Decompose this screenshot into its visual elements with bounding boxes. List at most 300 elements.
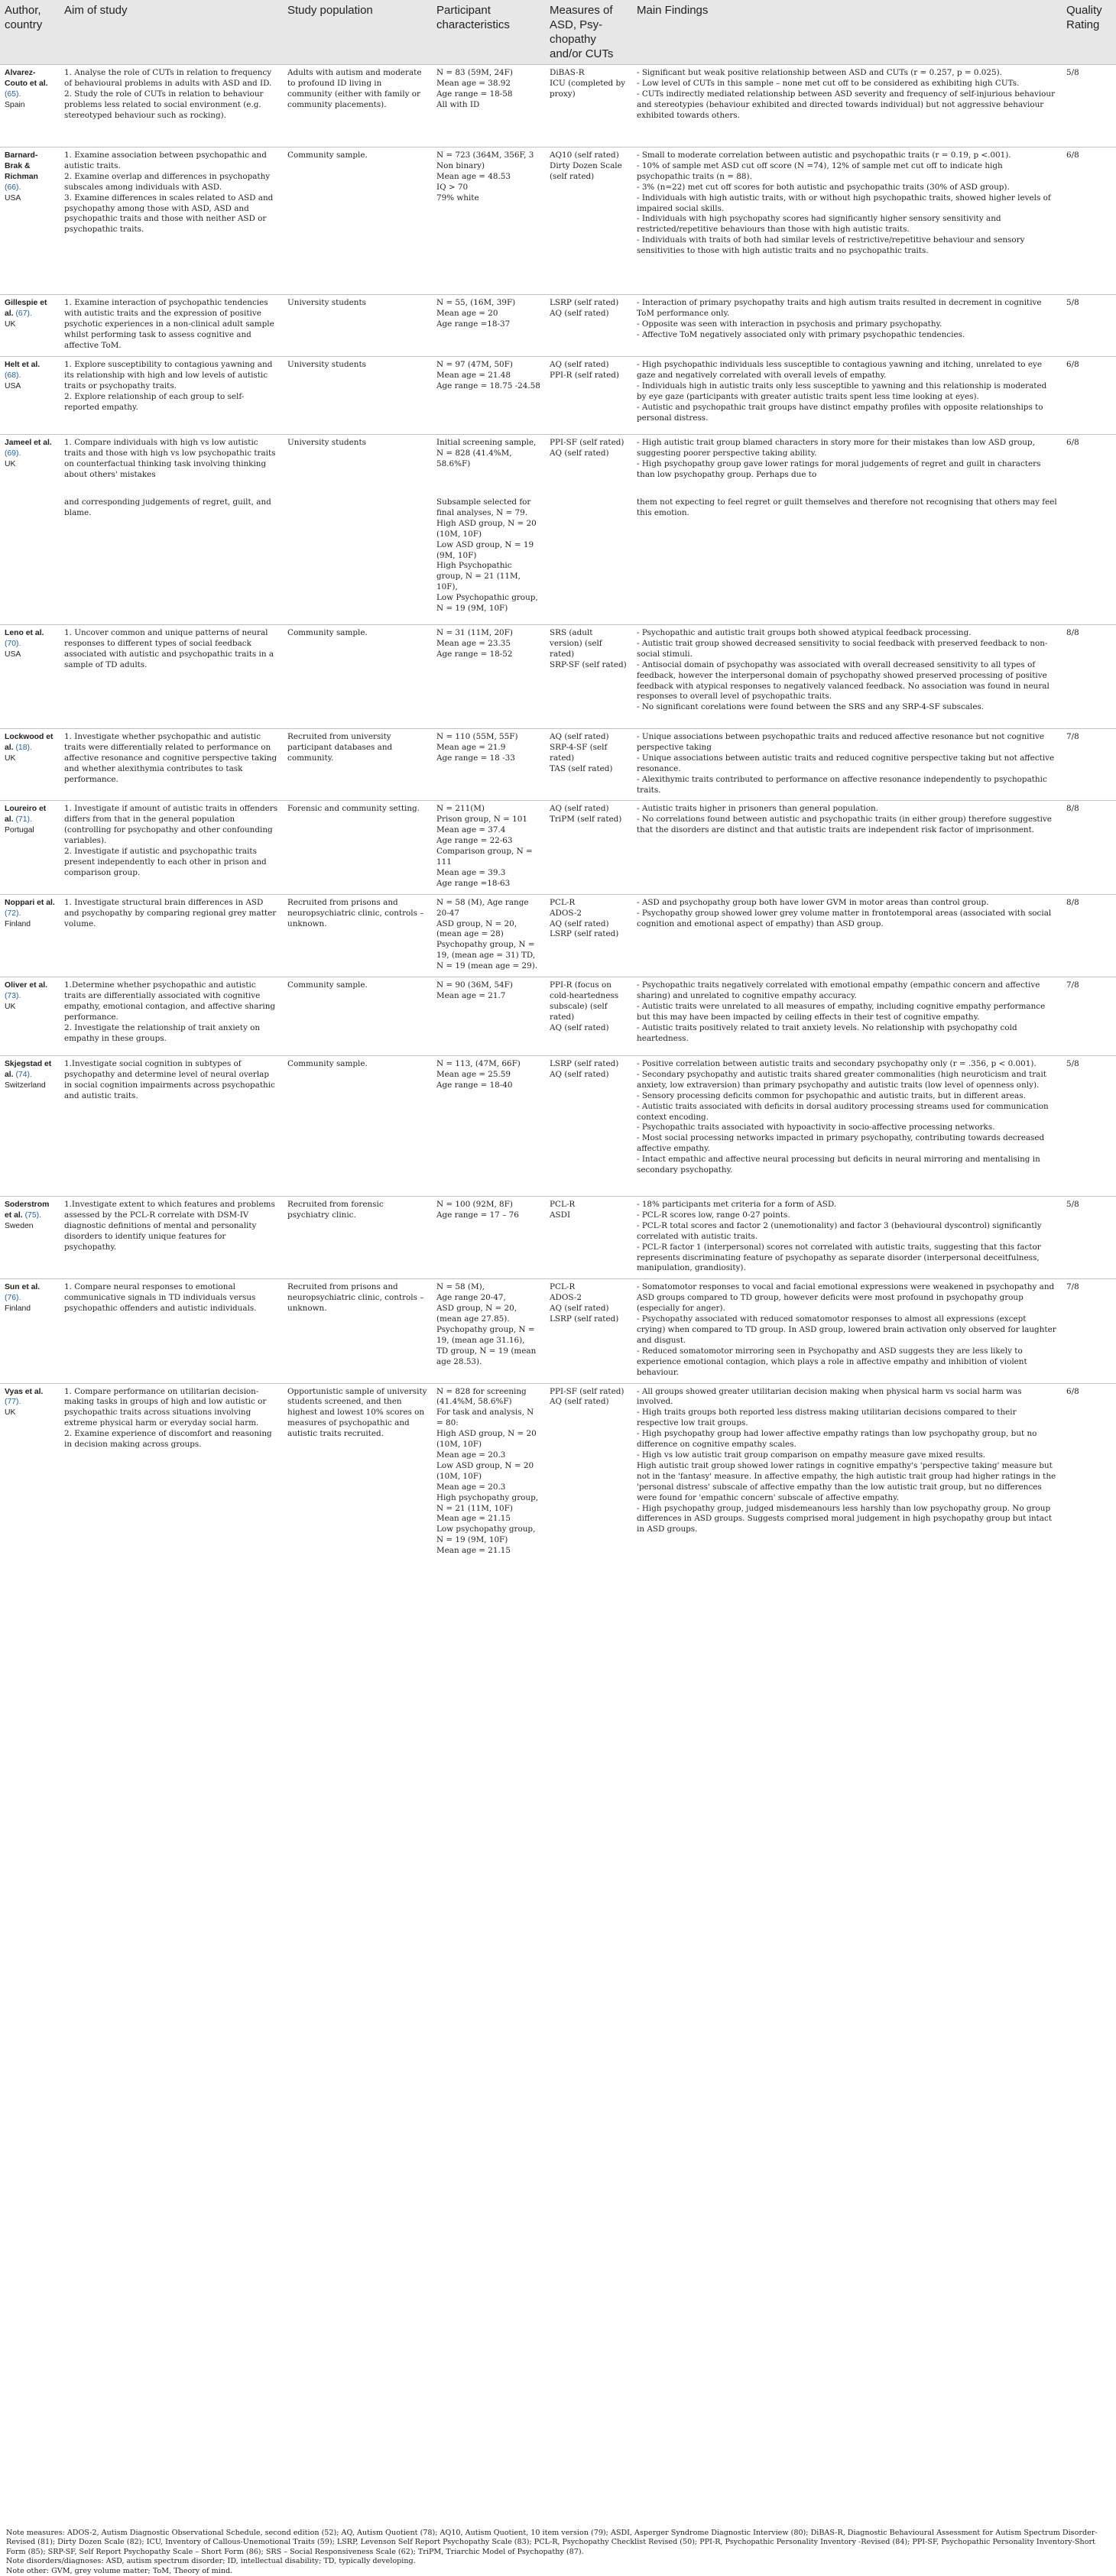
findings-line: - Small to moderate correlation between autistic and psychopathic traits (r = 0.19, p <.001). — [637, 151, 1011, 160]
findings-line: - No correlations found between autistic and psychopathic traits (in either group) therefore suggestive that the disorders are distinct and that autistic traits are independent risk factor of imprisonment. — [637, 815, 1052, 835]
participants-line: ASD group, N = 20, (mean age = 28) — [436, 919, 517, 939]
participants-line: 79% white — [436, 193, 479, 203]
aim-line: 1.Investigate social cognition in subtypes of psychopathy and determine level of neural overlap in social cognition impairments across psychopathic and autistic traits. — [64, 1059, 275, 1100]
aim-cell — [60, 1056, 283, 1197]
findings-line: - PCL-R scores low, range 0-27 points. — [637, 1210, 790, 1220]
participants-cell — [432, 1197, 545, 1279]
findings-cell — [632, 894, 1062, 977]
findings-line: - Autistic traits associated with deficits in dorsal auditory processing streams used for communication context encoding. — [637, 1101, 1049, 1122]
aim-line: 2. Investigate the relationship of trait anxiety on empathy in these groups. — [64, 1022, 261, 1043]
findings-line: - High traits groups both reported less distress making utilitarian decisions compared to their respective low trait groups. — [637, 1408, 1017, 1428]
participants-line: Psychopathy group, N = 19, (mean age = 31) TD, N = 19 (mean age = 29). — [436, 940, 538, 971]
findings-line: - High autistic trait group blamed characters in story more for their mistakes than low ASD group, suggesting poorer perspective taking ability. — [637, 438, 1035, 458]
measures-cell — [545, 1383, 632, 1561]
participants-line: Mean age = 39.3 — [436, 867, 506, 877]
measures-cell — [545, 625, 632, 729]
measures-line: AQ (self rated) — [550, 1304, 609, 1314]
participants-line: N = 97 (47M, 50F) — [436, 360, 513, 369]
measures-line: LSRP (self rated) — [550, 1314, 619, 1324]
aim-line: 1. Investigate whether psychopathic and autistic traits were differentially related to performance on affective resonance and cognitive perspective taking and whether alexithymia contributes to task performance. — [64, 732, 277, 784]
participants-line: N = 100 (92M, 8F) — [436, 1200, 513, 1210]
table-row — [0, 977, 1116, 1056]
measures-line: AQ (self rated) — [550, 448, 609, 458]
author-name: Sun et al. — [5, 1283, 41, 1292]
participants-line: High ASD group, N = 20 (10M, 10F) — [436, 518, 537, 539]
participants-line: N = 83 (59M, 24F) — [436, 68, 513, 77]
participants-line: Subsample selected for final analyses, N = 79. — [436, 497, 531, 517]
measures-line: SRP-4-SF (self rated) — [550, 742, 608, 763]
population-line: Community sample. — [287, 980, 368, 990]
participants-cell — [432, 1383, 545, 1561]
measures-line: PPI-R (focus on cold-heartedness subscale) (self rated) — [550, 980, 619, 1022]
aim-cell — [60, 894, 283, 977]
participants-line: Low psychopathy group, N = 19 (9M, 10F) — [436, 1525, 536, 1545]
author-name: Vyas et al. — [5, 1387, 44, 1396]
findings-cell — [632, 729, 1062, 801]
participants-cell — [432, 977, 545, 1056]
author-reference-link[interactable]: (67). — [15, 309, 32, 318]
participants-cell — [432, 801, 545, 894]
findings-cell — [632, 435, 1062, 494]
findings-line: - PCL-R factor 1 (interpersonal) scores not correlated with autistic traits, suggesting that this factor represents discriminating feature of psychopathy as separate disorder (interpersonal deceitfulness, manipulation, grandiosity). — [637, 1242, 1041, 1273]
findings-line: - Unique associations between autistic traits and reduced cognitive perspective taking but not affective resonance. — [637, 753, 1055, 773]
findings-line: - ASD and psychopathy group both have lower GVM in motor areas than control group. — [637, 897, 989, 907]
participants-line: N = 211(M) — [436, 804, 485, 814]
participants-line: N = 55, (16M, 39F) — [436, 298, 516, 307]
findings-cell — [632, 357, 1062, 435]
aim-cell — [60, 1197, 283, 1279]
participants-line: Low ASD group, N = 19 (9M, 10F) — [436, 540, 534, 560]
findings-cell — [632, 1197, 1062, 1279]
participants-line: IQ > 70 — [436, 182, 469, 192]
findings-line: - 18% participants met criteria for a form of ASD. — [637, 1200, 837, 1210]
aim-line: 2. Investigate if autistic and psychopathic traits present independently to each other in prison and comparison group. — [64, 847, 267, 877]
measures-cell — [545, 1197, 632, 1279]
population-cell — [283, 894, 432, 977]
author-country: Finland — [5, 1304, 31, 1314]
findings-line: - Autistic and psychopathic trait groups have distinct empathy profiles with opposite relationships to personal distress. — [637, 402, 1043, 423]
author-country: UK — [5, 1002, 16, 1011]
author-cell — [0, 801, 60, 894]
findings-line: - High psychopathy group, judged misdemeanours less harshly than low psychopathy group. No group differences in ASD groups. Suggests comprised moral judgement in high psychopathy group but intact in ASD groups. — [637, 1503, 1053, 1534]
participants-line: Mean age = 25.59 — [436, 1069, 511, 1079]
participants-line: Mean age = 23.35 — [436, 638, 511, 648]
participants-cell — [432, 357, 545, 435]
author-name: Soderstrom et al. — [5, 1201, 50, 1220]
findings-line: - Individuals with high psychopathy scores had significantly higher sensory sensitivity and restricted/repetitive behaviours than those with high autistic traits. — [637, 214, 1001, 235]
aim-line: 1. Examine association between psychopathic and autistic traits. — [64, 151, 267, 170]
aim-cell — [60, 801, 283, 894]
participants-line: N = 113, (47M, 66F) — [436, 1059, 521, 1069]
measures-line: SRP-SF (self rated) — [550, 659, 627, 669]
findings-cell — [632, 147, 1062, 295]
findings-line: - CUTs indirectly mediated relationship between ASD severity and frequency of self-injurious behaviour and stereotypies (behaviour exhibited and directed towards individual) but not aggressive behaviour exhibited towards others. — [637, 89, 1056, 120]
author-name: Leno et al. — [5, 629, 44, 637]
author-cell — [0, 1197, 60, 1279]
note-disorders: Note disorders/diagnoses: ASD, autism spectrum disorder; ID, intellectual disability; TD, typically developing. — [6, 2557, 416, 2566]
participants-line: Psychopathy group, N = 19, (mean age 31.16), — [436, 1325, 535, 1345]
quality-rating: 6/8 — [1062, 1383, 1116, 1561]
measures-line: TAS (self rated) — [550, 763, 613, 773]
quality-rating: 8/8 — [1062, 801, 1116, 894]
table-row — [0, 801, 1116, 894]
table-row — [0, 894, 1116, 977]
population-cell — [283, 801, 432, 894]
author-country: Portugal — [5, 826, 34, 835]
author-reference-link[interactable]: (75). — [24, 1210, 41, 1220]
author-country: USA — [5, 193, 21, 203]
participants-line: Age range = 22-63 — [436, 836, 513, 846]
findings-cell — [632, 295, 1062, 357]
table-row — [0, 729, 1116, 801]
measures-line: PCL-R — [550, 1282, 576, 1292]
author-reference-link[interactable]: (68). — [5, 371, 21, 380]
aim-line: 1. Explore susceptibility to contagious yawning and its relationship with high and low levels of autistic traits or psychopathy traits. — [64, 360, 273, 390]
measures-cell — [545, 65, 632, 147]
participants-cell — [432, 625, 545, 729]
author-cell — [0, 357, 60, 435]
findings-cell — [632, 1279, 1062, 1383]
author-country: Spain — [5, 100, 25, 109]
participants-line: Age range = 18.75 -24.58 — [436, 381, 540, 390]
measures-line: ICU (completed by proxy) — [550, 78, 626, 99]
author-cell — [0, 494, 60, 625]
measures-cell — [545, 494, 632, 625]
findings-cell — [632, 1383, 1062, 1561]
measures-cell — [545, 801, 632, 894]
participants-line: High psychopathy group, N = 21 (11M, 10F) — [436, 1492, 539, 1513]
author-reference-link[interactable]: (72). — [5, 909, 21, 918]
participants-line: Age range = 17 – 76 — [436, 1210, 519, 1220]
aim-line: 2. Examine experience of discomfort and reasoning in decision making across groups. — [64, 1429, 272, 1450]
findings-line: - Somatomotor responses to vocal and facial emotional expressions were weakened in psychopathy and ASD groups compared to TD group, however deficits were most profound in psychopathy group (especially for anger). — [637, 1282, 1055, 1314]
participants-line: Mean age = 20.3 — [436, 1482, 506, 1492]
participants-cell — [432, 435, 545, 494]
participants-cell — [432, 729, 545, 801]
author-country: Finland — [5, 919, 31, 928]
author-country: UK — [5, 459, 16, 468]
header-author: Author, country — [0, 0, 60, 65]
participants-line: N = 58 (M), — [436, 1282, 485, 1292]
population-cell — [283, 729, 432, 801]
findings-cell — [632, 65, 1062, 147]
participants-line: Initial screening sample, N = 828 (41.4%M, 58.6%F) — [436, 438, 537, 468]
aim-line: 1. Investigate if amount of autistic traits in offenders differs from that in the general population (controlling for psychopathy and other confounding variables). — [64, 804, 278, 846]
population-cell — [283, 147, 432, 295]
author-name: Alvarez-Couto et al. — [5, 69, 48, 88]
author-reference-link[interactable]: (66). — [5, 183, 21, 192]
participants-line: Mean age = 21.9 — [436, 742, 506, 752]
participants-cell — [432, 1279, 545, 1383]
participants-line: Prison group, N = 101 — [436, 815, 527, 825]
population-cell — [283, 494, 432, 625]
quality-rating: 6/8 — [1062, 147, 1116, 295]
author-country: USA — [5, 650, 21, 659]
population-cell — [283, 1383, 432, 1561]
header-population: Study population — [283, 0, 432, 65]
population-line: Recruited from university participant databases and community. — [287, 732, 393, 763]
table-row — [0, 1383, 1116, 1561]
population-line: Recruited from prisons and neuropsychiatric clinic, controls – unknown. — [287, 897, 424, 928]
measures-line: AQ (self rated) — [550, 1069, 609, 1079]
findings-line: - Psychopathic traits negatively correlated with emotional empathy (empathic concern and affective sharing) and unrelated to cognitive empathy accuracy. — [637, 980, 1040, 1000]
measures-line: AQ (self rated) — [550, 1022, 609, 1032]
measures-cell — [545, 435, 632, 494]
measures-line: AQ (self rated) — [550, 732, 609, 741]
author-name: Helt et al. — [5, 361, 41, 369]
aim-line: 1. Compare performance on utilitarian decision-making tasks in groups of high and low autistic or psychopathic traits across situations involving extreme physical harm or everyday social harm. — [64, 1386, 267, 1428]
author-cell — [0, 894, 60, 977]
measures-cell — [545, 295, 632, 357]
findings-line: - Significant but weak positive relationship between ASD and CUTs (r = 0.257, p = 0.025). — [637, 68, 1002, 77]
author-country: Switzerland — [5, 1081, 46, 1090]
measures-cell — [545, 357, 632, 435]
findings-line: - Reduced somatomotor mirroring seen in Psychopathy and ASD suggests they are less likely to experience emotional contagion, which plays a role in affective empathy and inhibition of violent behaviour. — [637, 1346, 1027, 1377]
measures-line: AQ (self rated) — [550, 360, 609, 369]
findings-line: - Individuals with traits of both had similar levels of restrictive/repetitive behaviour and sensory sensitivities to those with high autistic traits and no psychopathic traits. — [637, 235, 1025, 256]
table-row — [0, 357, 1116, 435]
population-line: Recruited from forensic psychiatry clinic. — [287, 1200, 384, 1220]
measures-cell — [545, 977, 632, 1056]
participants-line: Mean age = 21.15 — [436, 1546, 511, 1556]
population-cell — [283, 1279, 432, 1383]
participants-line: Mean age = 21.15 — [436, 1514, 511, 1524]
findings-line: - Most social processing networks impacted in primary psychopathy, contributing towards decreased affective empathy. — [637, 1133, 1045, 1154]
author-cell — [0, 65, 60, 147]
population-line: Forensic and community setting. — [287, 804, 420, 814]
table-notes — [6, 2529, 1107, 2576]
population-line: Community sample. — [287, 1059, 368, 1069]
findings-line: - Individuals high in autistic traits only less susceptible to yawning and this relationship is moderated by eye gaze (participants with greater autistic traits spent less time looking at eyes). — [637, 381, 1047, 401]
table-row — [0, 147, 1116, 295]
measures-cell — [545, 729, 632, 801]
aim-line: 1. Uncover common and unique patterns of neural responses to different types of social feedback associated with autistic and psychopathic traits in a sample of TD adults. — [64, 628, 274, 669]
note-measures: Note measures: ADOS-2, Autism Diagnostic Observational Schedule, second edition (52); AQ, Autism Quotient (78); AQ10, Autism Quotient, 10 item version (79); ASDI, Asperger Syndrome Diagnostic Interview (80); DiBAS-R, Diagnostic Behavioural Assessment for Autism Spectrum Disorder-Revised (81); Dirty Dozen Scale (82); ICU, Inventory of Callous-Unemotional Traits (59); LSRP, Levenson Self Report Psychopathy Scale (83); PCL-R, Psychopathy Checklist Revised (50); PPI-R, Psychopathic Personality Inventory -Revised (84); PPI-SF, Psychopathic Personality Inventory-Short Form (85); SRP-SF, Self Report Psychopathy Scale – Short Form (86); SRS – Social Responsiveness Scale (62); TriPM, Triarchic Model of Psychopathy (87). — [6, 2529, 1098, 2556]
measures-line: PCL-R — [550, 897, 576, 907]
author-reference-link[interactable]: (18). — [15, 743, 32, 752]
participants-line: High ASD group, N = 20 (10M, 10F) — [436, 1429, 537, 1450]
findings-line: - Antisocial domain of psychopathy was associated with overall decreased sensitivity to all types of feedback, however the interpersonal domain of psychopathy showed preserved processing of positive feedback with atypical responses to negatively valanced feedback. No association was found in neural responses to overall level of psychopathic traits. — [637, 659, 1049, 702]
aim-cell — [60, 729, 283, 801]
participants-line: Age range = 18-58 — [436, 89, 513, 99]
population-line: University students — [287, 360, 366, 369]
measures-cell — [545, 1056, 632, 1197]
findings-line: - Psychopathic and autistic trait groups both showed atypical feedback processing. — [637, 628, 972, 637]
findings-line: - Autistic traits higher in prisoners than general population. — [637, 804, 879, 814]
participants-line: Age range 20-47, — [436, 1293, 506, 1303]
findings-line: - Positive correlation between autistic traits and secondary psychopathy only (r = .356, p < 0.001). — [637, 1059, 1037, 1069]
author-reference-link[interactable]: (76). — [5, 1294, 21, 1303]
measures-cell — [545, 1279, 632, 1383]
findings-line: - Sensory processing deficits common for psychopathic and autistic traits, but in different areas. — [637, 1090, 1026, 1100]
participants-line: For task and analysis, N = 80: — [436, 1408, 534, 1428]
participants-line: Mean age = 48.53 — [436, 171, 511, 181]
findings-line: - Individuals with high autistic traits, with or without high psychopathic traits, showed higher levels of impaired social skills. — [637, 193, 1051, 213]
author-reference-link[interactable]: (69). — [5, 449, 21, 458]
findings-line: - Low level of CUTs in this sample – none met cut off to be considered as exhibiting high CUTs. — [637, 78, 1020, 88]
author-reference-link[interactable]: (74). — [15, 1070, 32, 1079]
findings-line: - Intact empathic and affective neural processing but deficits in neural mirroring and mentalising in secondary psychopathy. — [637, 1155, 1040, 1175]
author-reference-link[interactable]: (77). — [5, 1398, 21, 1407]
findings-cell — [632, 977, 1062, 1056]
participants-line: TD group, N = 19 (mean age 28.53). — [436, 1346, 537, 1366]
participants-line: Comparison group, N = 111 — [436, 847, 533, 867]
table-row — [0, 1197, 1116, 1279]
measures-line: PCL-R — [550, 1200, 576, 1210]
population-cell — [283, 435, 432, 494]
population-line: Recruited from prisons and neuropsychiatric clinic, controls – unknown. — [287, 1282, 424, 1314]
population-line: Adults with autism and moderate to profound ID living in community (either with family or community placements). — [287, 68, 422, 109]
population-line: Opportunistic sample of university students screened, and then highest and lowest 10% scores on measures of psychopathic and autistic traits recruited. — [287, 1386, 427, 1439]
findings-line: - Affective ToM negatively associated only with primary psychopathic tendencies. — [637, 329, 965, 339]
aim-cell — [60, 977, 283, 1056]
measures-line: PPI-SF (self rated) — [550, 1386, 625, 1396]
quality-rating: 5/8 — [1062, 1197, 1116, 1279]
aim-cell — [60, 295, 283, 357]
measures-line: DiBAS-R — [550, 68, 585, 77]
findings-line: - High vs low autistic trait group comparison on empathy measure gave mixed results. — [637, 1450, 986, 1460]
measures-line: AQ (self rated) — [550, 1397, 609, 1407]
participants-line: ASD group, N = 20, (mean age 27.85). — [436, 1304, 517, 1324]
quality-rating: 6/8 — [1062, 357, 1116, 435]
participants-line: All with ID — [436, 99, 480, 109]
quality-rating: 5/8 — [1062, 65, 1116, 147]
findings-line: - High psychopathic individuals less susceptible to contagious yawning and itching, unrelated to eye gaze and negatively correlated with overall levels of empathy. — [637, 360, 1043, 380]
table-header — [0, 0, 1116, 65]
measures-line: LSRP (self rated) — [550, 298, 619, 307]
table-row — [0, 1279, 1116, 1383]
author-name: Oliver et al. — [5, 981, 48, 990]
population-cell — [283, 625, 432, 729]
author-reference-link[interactable]: (70). — [5, 639, 21, 648]
aim-line: 1.Investigate extent to which features and problems assessed by the PCL-R correlate with DSM-IV diagnostic definitions of mental and personality disorders to identify unique features for psychopathy. — [64, 1200, 275, 1252]
findings-line: - Psychopathy group showed lower grey volume matter in frontotemporal areas (associated with social cognition and emotional aspect of empathy) than ASD group. — [637, 908, 1052, 928]
measures-cell — [545, 147, 632, 295]
participants-line: High Psychopathic group, N = 21 (11M, 10F), — [436, 561, 521, 592]
participants-line: Age range =18-37 — [436, 319, 511, 329]
participants-line: Age range = 18 -33 — [436, 753, 515, 763]
author-country: UK — [5, 1408, 16, 1418]
findings-cell — [632, 1056, 1062, 1197]
author-name: Barnard-Brak & Richman — [5, 151, 38, 181]
findings-line: - All groups showed greater utilitarian decision making when physical harm vs social harm was involved. — [637, 1386, 1022, 1407]
participants-line: Low ASD group, N = 20 (10M, 10F) — [436, 1460, 534, 1481]
measures-line: PPI-SF (self rated) — [550, 438, 625, 447]
findings-line: - Psychopathic traits associated with hypoactivity in socio-affective processing networks. — [637, 1123, 995, 1132]
quality-rating: 7/8 — [1062, 1279, 1116, 1383]
participants-line: N = 90 (36M, 54F) — [436, 980, 513, 990]
findings-line: - Opposite was seen with interaction in psychosis and primary psychopathy. — [637, 319, 942, 329]
header-quality: Quality Rating — [1062, 0, 1116, 65]
author-name: Noppari et al. — [5, 898, 55, 907]
header-row — [0, 0, 1116, 65]
author-cell — [0, 977, 60, 1056]
author-cell — [0, 1383, 60, 1561]
population-line: University students — [287, 298, 366, 307]
table-row — [0, 65, 1116, 147]
population-line: Community sample. — [287, 151, 368, 160]
participants-line: Low Psychopathic group, N = 19 (9M, 10F) — [436, 593, 538, 614]
quality-rating: 7/8 — [1062, 977, 1116, 1056]
header-findings: Main Findings — [632, 0, 1062, 65]
findings-line: - PCL-R total scores and factor 2 (unemotionality) and factor 3 (behavioural dyscontrol) significantly correlated with autistic traits. — [637, 1220, 1042, 1241]
population-line: Community sample. — [287, 628, 368, 637]
findings-line: - Alexithymic traits contributed to performance on affective resonance independently to psychopathic traits. — [637, 774, 1047, 795]
table-row-continued — [0, 494, 1116, 625]
measures-cell — [545, 894, 632, 977]
aim-line: 1. Compare individuals with high vs low autistic traits and those with high vs low psychopathic traits on counterfactual thinking task involving thinking about others' mistakes — [64, 438, 276, 479]
findings-cell — [632, 494, 1062, 625]
findings-line: - Interaction of primary psychopathy traits and high autism traits resulted in decrement in cognitive ToM performance only. — [637, 298, 1042, 318]
aim-cell — [60, 1383, 283, 1561]
participants-line: Age range = 18-40 — [436, 1080, 513, 1090]
measures-line: ADOS-2 — [550, 908, 582, 918]
measures-line: LSRP (self rated) — [550, 1059, 619, 1069]
author-name: Gillespie et al. — [5, 299, 47, 318]
measures-line: AQ (self rated) — [550, 308, 609, 318]
aim-line: 2. Examine overlap and differences in psychopathy subscales among individuals with ASD. — [64, 171, 271, 192]
population-cell — [283, 357, 432, 435]
measures-line: SRS (adult version) (self rated) — [550, 628, 602, 659]
measures-line: Dirty Dozen Scale (self rated) — [550, 160, 622, 181]
aim-line: 3. Examine differences in scales related to ASD and psychopathy among those with ASD, ASD and psychopathic traits and those with neither ASD or psychopathic traits. — [64, 193, 274, 235]
participants-line: N = 828 for screening — [436, 1386, 527, 1396]
aim-line: 1. Analyse the role of CUTs in relation to frequency of behavioural problems in adults with ASD and ID. — [64, 68, 272, 88]
aim-cell — [60, 435, 283, 494]
participants-line: Mean age = 20 — [436, 308, 498, 318]
author-country: USA — [5, 381, 21, 390]
aim-cell — [60, 625, 283, 729]
author-name: Skjegstad et al. — [5, 1060, 52, 1079]
participants-cell — [432, 1056, 545, 1197]
header-aim: Aim of study — [60, 0, 283, 65]
author-cell — [0, 625, 60, 729]
quality-rating: 5/8 — [1062, 295, 1116, 357]
author-cell — [0, 1279, 60, 1383]
aim-line: 1.Determine whether psychopathic and autistic traits are differentially associated with cognitive empathy, emotional contagion, and affective sharing performance. — [64, 980, 276, 1022]
aim-line: 1. Investigate structural brain differences in ASD and psychopathy by comparing regional grey matter volume. — [64, 897, 277, 928]
aim-cell — [60, 147, 283, 295]
quality-rating — [1062, 494, 1116, 625]
participants-cell — [432, 494, 545, 625]
population-cell — [283, 977, 432, 1056]
aim-line: 2. Study the role of CUTs in relation to behaviour problems less related to social environment (e.g. stereotyped behaviour such as rocking). — [64, 89, 264, 120]
aim-cell — [60, 65, 283, 147]
findings-line: - Autistic traits positively related to trait anxiety levels. No relationship with psychopathy cold heartedness. — [637, 1022, 1017, 1043]
note-other: Note other: GVM, grey volume matter; ToM, Theory of mind. — [6, 2566, 233, 2575]
author-cell — [0, 729, 60, 801]
measures-line: ADOS-2 — [550, 1293, 582, 1303]
participants-line: N = 31 (11M, 20F) — [436, 628, 513, 637]
author-cell — [0, 435, 60, 494]
findings-line: - Unique associations between psychopathic traits and reduced affective resonance but not cognitive perspective taking — [637, 732, 1044, 752]
author-reference-link[interactable]: (73). — [5, 991, 21, 1000]
author-country: Sweden — [5, 1221, 34, 1230]
population-cell — [283, 295, 432, 357]
aim-line: and corresponding judgements of regret, guilt, and blame. — [64, 497, 271, 517]
participants-line: Mean age = 21.7 — [436, 990, 506, 1000]
author-reference-link[interactable]: (71). — [15, 815, 32, 825]
table-row — [0, 1056, 1116, 1197]
participants-line: Mean age = 21.48 — [436, 370, 511, 380]
table-row — [0, 295, 1116, 357]
participants-line: N = 110 (55M, 55F) — [436, 732, 518, 741]
author-reference-link[interactable]: (65). — [5, 89, 21, 99]
measures-line: AQ10 (self rated) — [550, 151, 619, 160]
table-body — [0, 65, 1116, 1562]
author-name: Jameel et al. — [5, 439, 52, 447]
population-cell — [283, 65, 432, 147]
